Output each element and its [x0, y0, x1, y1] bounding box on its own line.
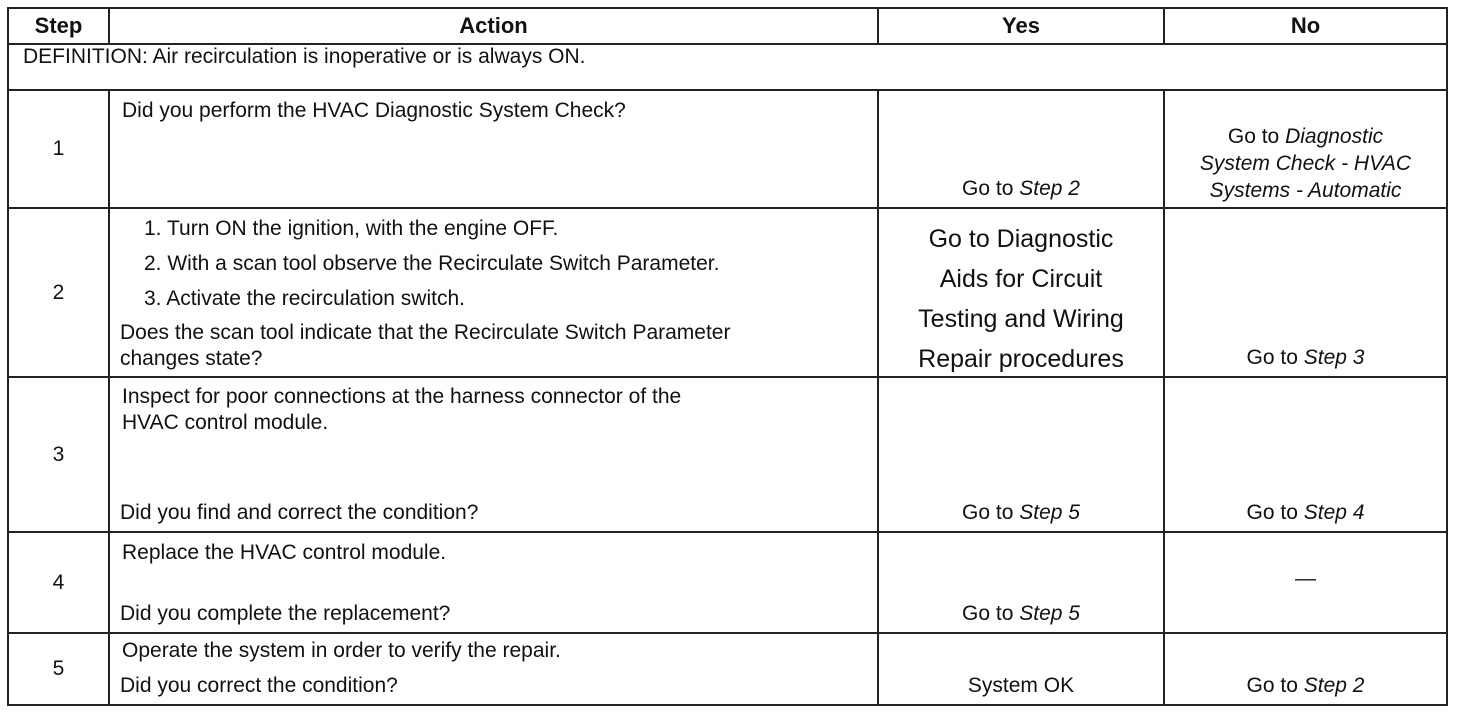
step-number: 2 — [8, 208, 109, 377]
yes-cell — [878, 208, 1164, 377]
diagnostic-link[interactable]: System Check - HVAC — [1199, 152, 1412, 175]
header-step: Step — [8, 8, 109, 44]
action-text: Did you perform the HVAC Diagnostic System Check? — [122, 99, 626, 122]
action-question: Did you complete the replacement? — [120, 602, 451, 625]
no-cell — [1164, 377, 1447, 532]
table-row — [8, 532, 1447, 633]
step-link[interactable]: Step 3 — [1303, 346, 1365, 369]
yes-cell — [878, 633, 1164, 705]
action-cell — [109, 208, 878, 377]
yes-text: Go to Step 2 — [962, 177, 1080, 200]
action-text: Replace the HVAC control module. — [122, 541, 447, 564]
action-question: Does the scan tool indicate that the Recirculate Switch Parameter changes state? — [120, 321, 731, 370]
no-cell — [1164, 532, 1447, 633]
no-text: Go to Step 2 — [1246, 674, 1365, 697]
definition-row — [8, 44, 1447, 90]
list-item: 1. Turn ON the ignition, with the engine OFF. — [144, 217, 559, 240]
table-row — [8, 208, 1447, 377]
yes-cell — [878, 90, 1164, 208]
step-number: 1 — [8, 90, 109, 208]
yes-text: System OK — [967, 674, 1075, 697]
no-cell — [1164, 208, 1447, 377]
table-row — [8, 90, 1447, 208]
action-cell — [109, 377, 878, 532]
no-cell — [1164, 90, 1447, 208]
list-item: 3. Activate the recirculation switch. — [144, 287, 465, 310]
definition-text: DEFINITION: Air recirculation is inoperative or is always ON. — [8, 44, 1447, 90]
header-action: Action — [109, 8, 878, 44]
action-cell — [109, 90, 878, 208]
diagnostic-link[interactable]: Diagnostic — [1285, 125, 1384, 148]
step-link[interactable]: Step 5 — [1019, 602, 1080, 625]
header-no: No — [1164, 8, 1447, 44]
header-yes: Yes — [878, 8, 1164, 44]
no-text: Go to Step 3 — [1246, 346, 1365, 369]
list-item: 2. With a scan tool observe the Recirculate Switch Parameter. — [144, 252, 720, 275]
table-row — [8, 377, 1447, 532]
diagnostic-table-wrapper — [7, 7, 1446, 706]
yes-text: Go to Step 5 — [962, 501, 1080, 524]
yes-cell — [878, 532, 1164, 633]
no-text-dash: — — [1295, 567, 1316, 590]
diagnostic-link[interactable]: Systems - Automatic — [1209, 179, 1402, 202]
no-text: Go to Diagnostic System Check - HVAC Systems - Automatic — [1199, 125, 1412, 202]
no-cell — [1164, 633, 1447, 705]
header-row — [8, 8, 1447, 44]
step-list — [144, 215, 867, 320]
table-row — [8, 633, 1447, 705]
action-question: Did you correct the condition? — [120, 674, 398, 697]
yes-text: Go to Step 5 — [962, 602, 1080, 625]
step-number: 4 — [8, 532, 109, 633]
step-link[interactable]: Step 2 — [1303, 674, 1365, 697]
yes-text: Go to Diagnostic Aids for Circuit Testing and Wiring Repair procedures — [918, 225, 1124, 373]
step-number: 3 — [8, 377, 109, 532]
action-text: Operate the system in order to verify the repair. — [122, 639, 561, 662]
step-link[interactable]: Step 5 — [1019, 501, 1080, 524]
action-text: Inspect for poor connections at the harness connector of the HVAC control module. — [122, 385, 682, 434]
action-cell — [109, 633, 878, 705]
yes-cell — [878, 377, 1164, 532]
diagnostic-table — [7, 7, 1448, 706]
step-number: 5 — [8, 633, 109, 705]
action-cell — [109, 532, 878, 633]
action-question: Did you find and correct the condition? — [120, 501, 479, 524]
no-text: Go to Step 4 — [1246, 501, 1365, 524]
step-link[interactable]: Step 2 — [1019, 177, 1080, 200]
step-link[interactable]: Step 4 — [1303, 501, 1365, 524]
